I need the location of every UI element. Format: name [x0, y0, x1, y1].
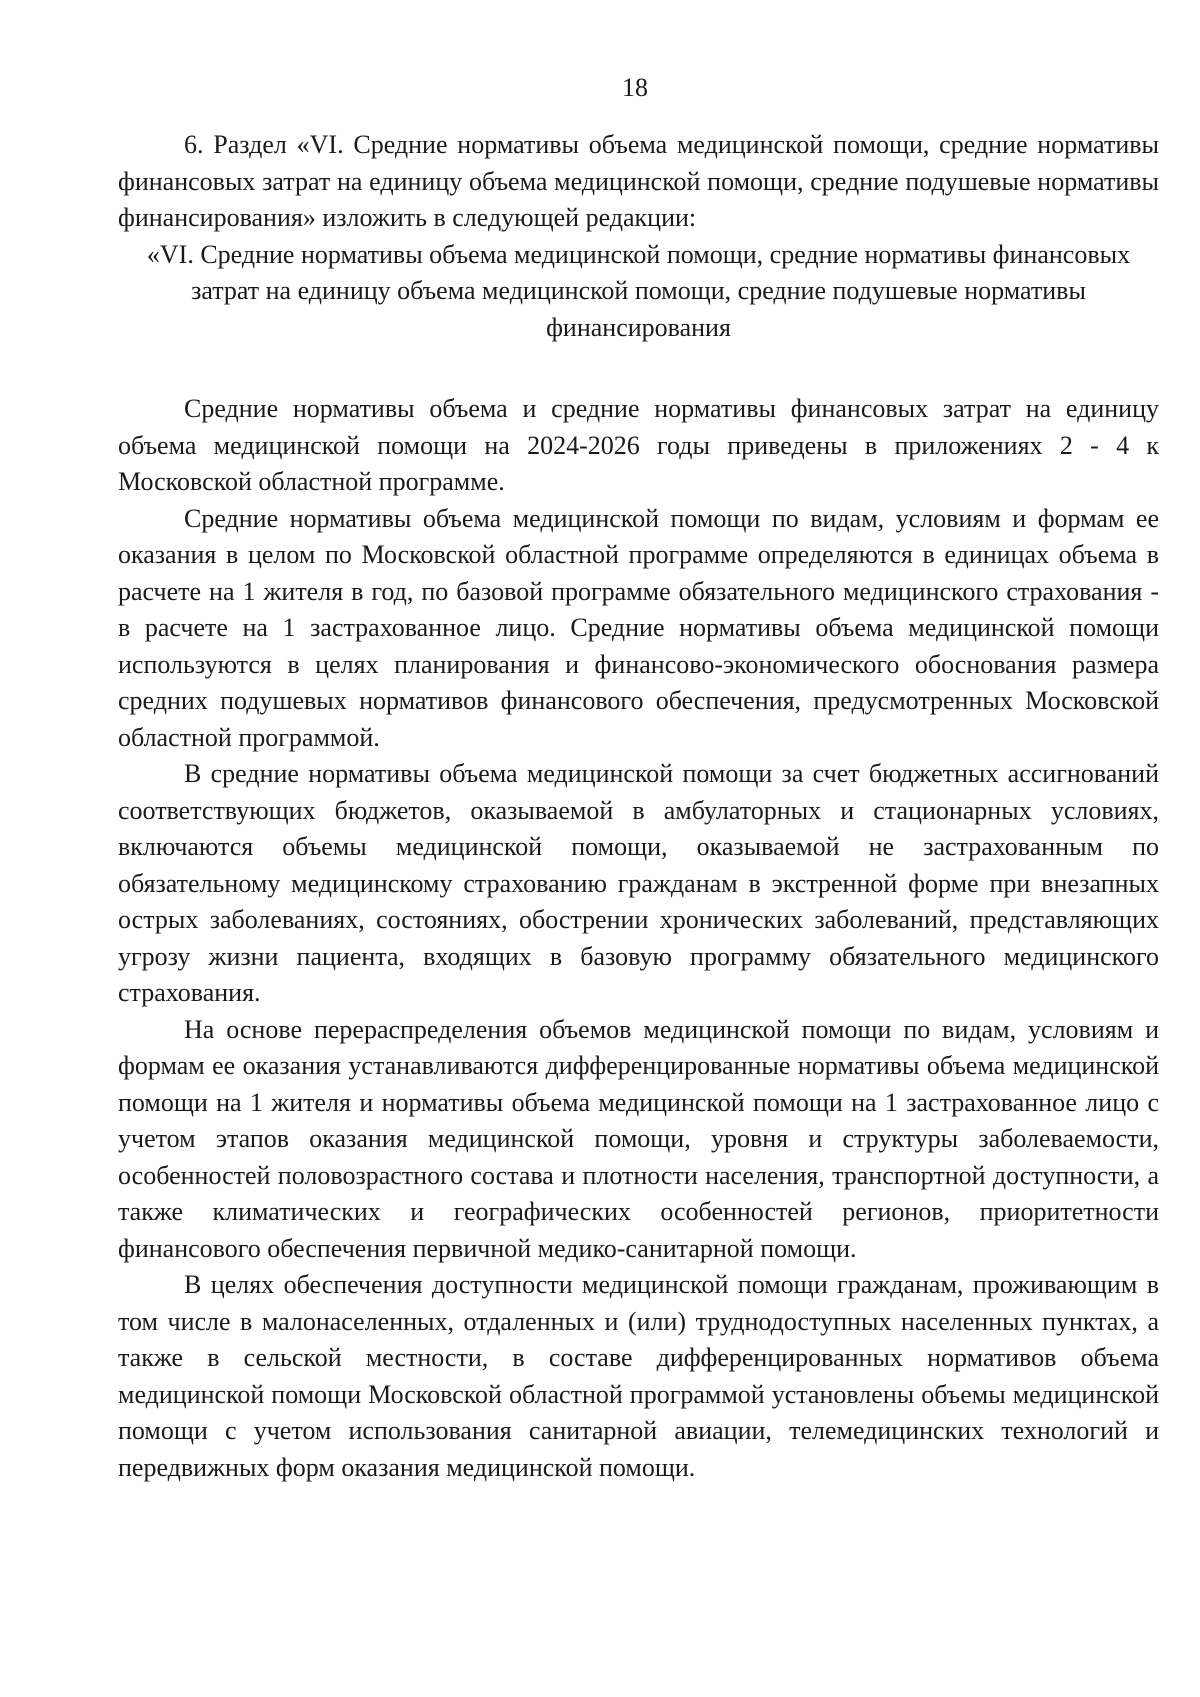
body-paragraph-5: В целях обеспечения доступности медицинской помощи гражданам, проживающим в том числе в малонаселенных, отдаленных и (или) труднодоступных населенных пунктах, а также в сельской местности, в составе дифференцированных нормативов объема медицинской помощи Московской областной программой установлены объемы медицинской помощи с учетом использования санитарной авиации, телемедицинских технологий и передвижных форм оказания медицинской помощи.: [118, 1270, 1159, 1482]
page-number: 18: [622, 73, 648, 102]
section-heading: «VI. Средние нормативы объема медицинской помощи, средние нормативы финансовых затрат на единицу объема медицинской помощи, средние подушевые нормативы финансирования: [146, 239, 1131, 342]
amendment-section: [118, 127, 1159, 346]
body-paragraph-1: Средние нормативы объема и средние нормативы финансовых затрат на единицу объема медицинской помощи на 2024-2026 годы приведены в приложениях 2 - 4 к Московской областной программе.: [118, 394, 1159, 496]
body-paragraph-2: Средние нормативы объема медицинской помощи по видам, условиям и формам ее оказания в целом по Московской областной программе определяются в единицах объема в расчете на 1 жителя в год, по базовой программе обязательного медицинского страхования - в расчете на 1 застрахованное лицо. Средние нормативы объема медицинской помощи используются в целях планирования и финансово-экономического обоснования размера средних подушевых нормативов финансового обеспечения, предусмотренных Московской областной программой.: [118, 503, 1159, 752]
amendment-intro-paragraph: 6. Раздел «VI. Средние нормативы объема медицинской помощи, средние нормативы финансовых затрат на единицу объема медицинской помощи, средние подушевые нормативы финансирования» изложить в следующей редакции:: [118, 130, 1159, 232]
body-paragraph-3: В средние нормативы объема медицинской помощи за счет бюджетных ассигнований соответствующих бюджетов, оказываемой в амбулаторных и стационарных условиях, включаются объемы медицинской помощи, оказываемой не застрахованным по обязательному медицинскому страхованию гражданам в экстренной форме при внезапных острых заболеваниях, состояниях, обострении хронических заболеваний, представляющих угрозу жизни пациента, входящих в базовую программу обязательного медицинского страхования.: [118, 759, 1159, 1007]
section-body: [118, 391, 1159, 1486]
body-paragraph-4: На основе перераспределения объемов медицинской помощи по видам, условиям и формам ее оказания устанавливаются дифференцированные нормативы объема медицинской помощи на 1 жителя и нормативы объема медицинской помощи на 1 застрахованное лицо с учетом этапов оказания медицинской помощи, уровня и структуры заболеваемости, особенностей половозрастного состава и плотности населения, транспортной доступности, а также климатических и географических особенностей регионов, приоритетности финансового обеспечения первичной медико-санитарной помощи.: [118, 1014, 1159, 1263]
